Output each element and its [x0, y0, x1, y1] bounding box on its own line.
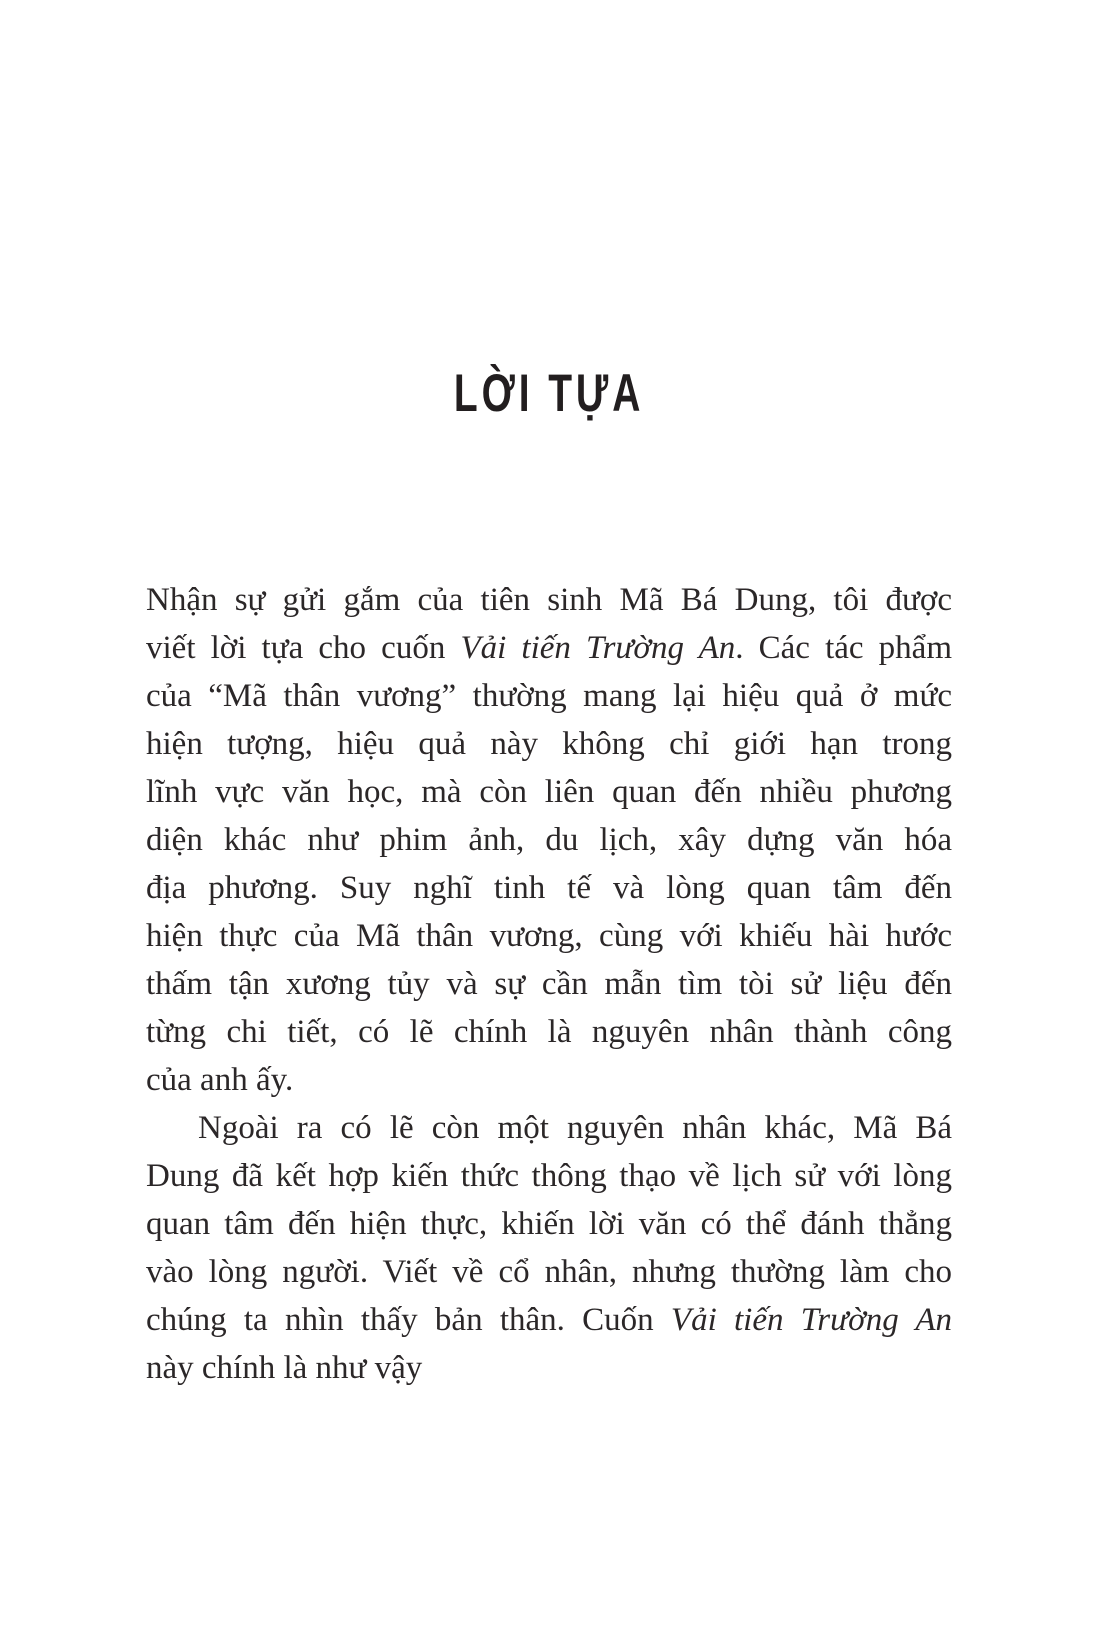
text-line: [146, 1200, 952, 1248]
text-segment: này chính là như vậy: [146, 1350, 423, 1386]
text-segment: hiện tượng, hiệu quả này không chỉ giới hạn trong: [146, 726, 952, 762]
text-segment: vào lòng người. Viết về cổ nhân, nhưng thường làm cho: [146, 1254, 952, 1290]
book-title-italic: Vải tiến Trường An: [460, 630, 736, 666]
text-line: [146, 720, 952, 768]
text-line: [146, 1152, 952, 1200]
text-segment: viết lời tựa cho cuốn: [146, 630, 461, 666]
text-segment: chúng ta nhìn thấy bản thân. Cuốn: [146, 1302, 671, 1338]
text-segment: Dung đã kết hợp kiến thức thông thạo về lịch sử với lòng: [146, 1158, 952, 1194]
text-line: [146, 1344, 952, 1392]
text-line: [146, 672, 952, 720]
text-line: [146, 912, 952, 960]
text-line: [146, 768, 952, 816]
chapter-heading: [146, 330, 952, 455]
text-line: [146, 816, 952, 864]
text-segment: thấm tận xương tủy và sự cần mẫn tìm tòi sử liệu đến: [146, 966, 952, 1002]
page-title: LỜI TỰA: [453, 363, 645, 422]
text-segment: quan tâm đến hiện thực, khiến lời văn có thể đánh thẳng: [146, 1206, 952, 1242]
text-segment: lĩnh vực văn học, mà còn liên quan đến nhiều phương: [146, 774, 952, 810]
text-line: [146, 1056, 952, 1104]
text-segment: Ngoài ra có lẽ còn một nguyên nhân khác, Mã Bá: [198, 1110, 952, 1146]
text-line: [146, 624, 952, 672]
text-segment: diện khác như phim ảnh, du lịch, xây dựng văn hóa: [146, 822, 952, 858]
preface-body: [146, 576, 952, 1392]
text-segment: từng chi tiết, có lẽ chính là nguyên nhân thành công: [146, 1014, 952, 1050]
text-line: [146, 1296, 952, 1344]
text-line: [146, 1008, 952, 1056]
text-segment: của “Mã thân vương” thường mang lại hiệu quả ở mức: [146, 678, 952, 714]
text-segment: Nhận sự gửi gắm của tiên sinh Mã Bá Dung, tôi được: [146, 582, 952, 618]
text-line: [146, 576, 952, 624]
text-line: [146, 864, 952, 912]
text-segment: hiện thực của Mã thân vương, cùng với khiếu hài hước: [146, 918, 952, 954]
text-segment: của anh ấy.: [146, 1062, 294, 1098]
text-line: [146, 960, 952, 1008]
text-line: [146, 1104, 952, 1152]
text-segment: địa phương. Suy nghĩ tinh tế và lòng quan tâm đến: [146, 870, 952, 906]
text-line: [146, 1248, 952, 1296]
text-segment: . Các tác phẩm: [735, 630, 952, 666]
book-title-italic: Vải tiến Trường An: [670, 1302, 953, 1338]
